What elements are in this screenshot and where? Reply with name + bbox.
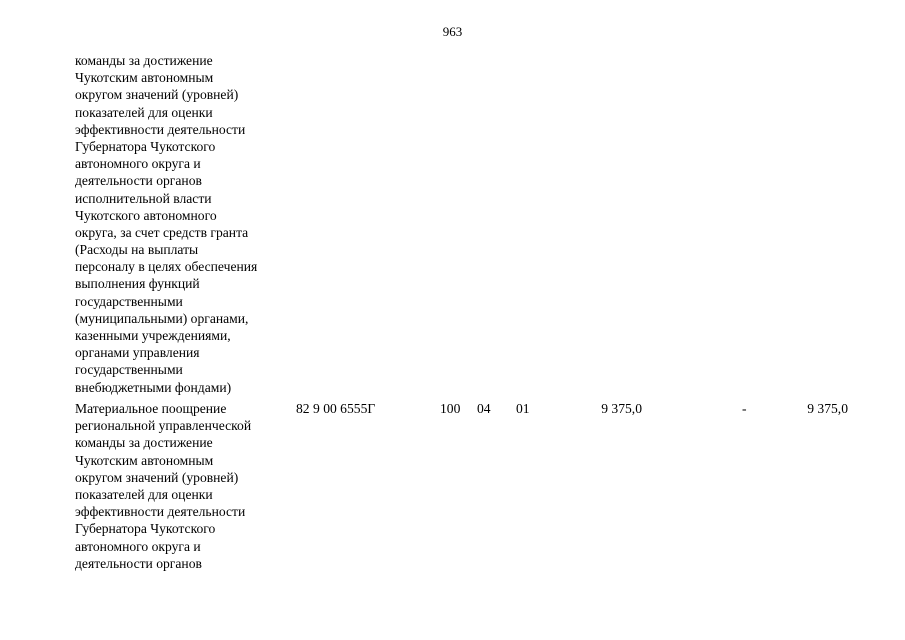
row-name-cell: [75, 400, 290, 572]
text-line: автономного округа и: [75, 156, 201, 172]
target-article-code: 82 9 00 6555Г: [296, 401, 376, 416]
text-line: государственными: [75, 293, 183, 309]
text-line: Губернатора Чукотского: [75, 138, 216, 154]
text-line: Чукотского автономного: [75, 207, 217, 223]
text-line: Губернатора Чукотского: [75, 521, 216, 537]
text-line: казенными учреждениями,: [75, 328, 231, 343]
text-line: команды за достижение: [75, 53, 213, 68]
text-line: округом значений (уровней): [75, 87, 239, 103]
text-line: исполнительной власти: [75, 190, 212, 206]
text-line: автономного округа и: [75, 538, 201, 554]
sum-dash: -: [742, 401, 747, 416]
expense-type-code: 100: [440, 401, 461, 416]
text-line: округом значений (уровней): [75, 469, 239, 485]
text-line: персоналу в целях обеспечения: [75, 259, 258, 275]
text-line: показателей для оценки: [75, 104, 213, 120]
page-number: 963: [442, 24, 463, 39]
text-line: (муниципальными) органами,: [75, 310, 249, 326]
text-line: Материальное поощрение: [75, 401, 227, 416]
text-line: эффективности деятельности: [75, 504, 246, 520]
text-line: государственными: [75, 362, 183, 378]
sum-other: 9 375,0: [807, 401, 848, 416]
text-line: округа, за счет средств гранта: [75, 224, 249, 240]
continued-text-block: [75, 52, 290, 396]
text-line: выполнения функций: [75, 276, 200, 292]
text-line: деятельности органов: [75, 555, 202, 571]
text-line: внебюджетными фондами): [75, 379, 232, 395]
section-code: 04: [477, 401, 491, 416]
text-line: Чукотским автономным: [75, 452, 214, 468]
text-line: эффективности деятельности: [75, 121, 246, 137]
sum-total: 9 375,0: [601, 401, 642, 416]
text-line: команды за достижение: [75, 435, 213, 451]
text-line: органами управления: [75, 345, 200, 361]
text-line: региональной управленческой: [75, 418, 252, 434]
text-line: показателей для оценки: [75, 486, 213, 502]
subsection-code: 01: [516, 401, 530, 416]
text-line: Чукотским автономным: [75, 70, 214, 86]
text-line: (Расходы на выплаты: [75, 242, 199, 258]
text-line: деятельности органов: [75, 173, 202, 189]
